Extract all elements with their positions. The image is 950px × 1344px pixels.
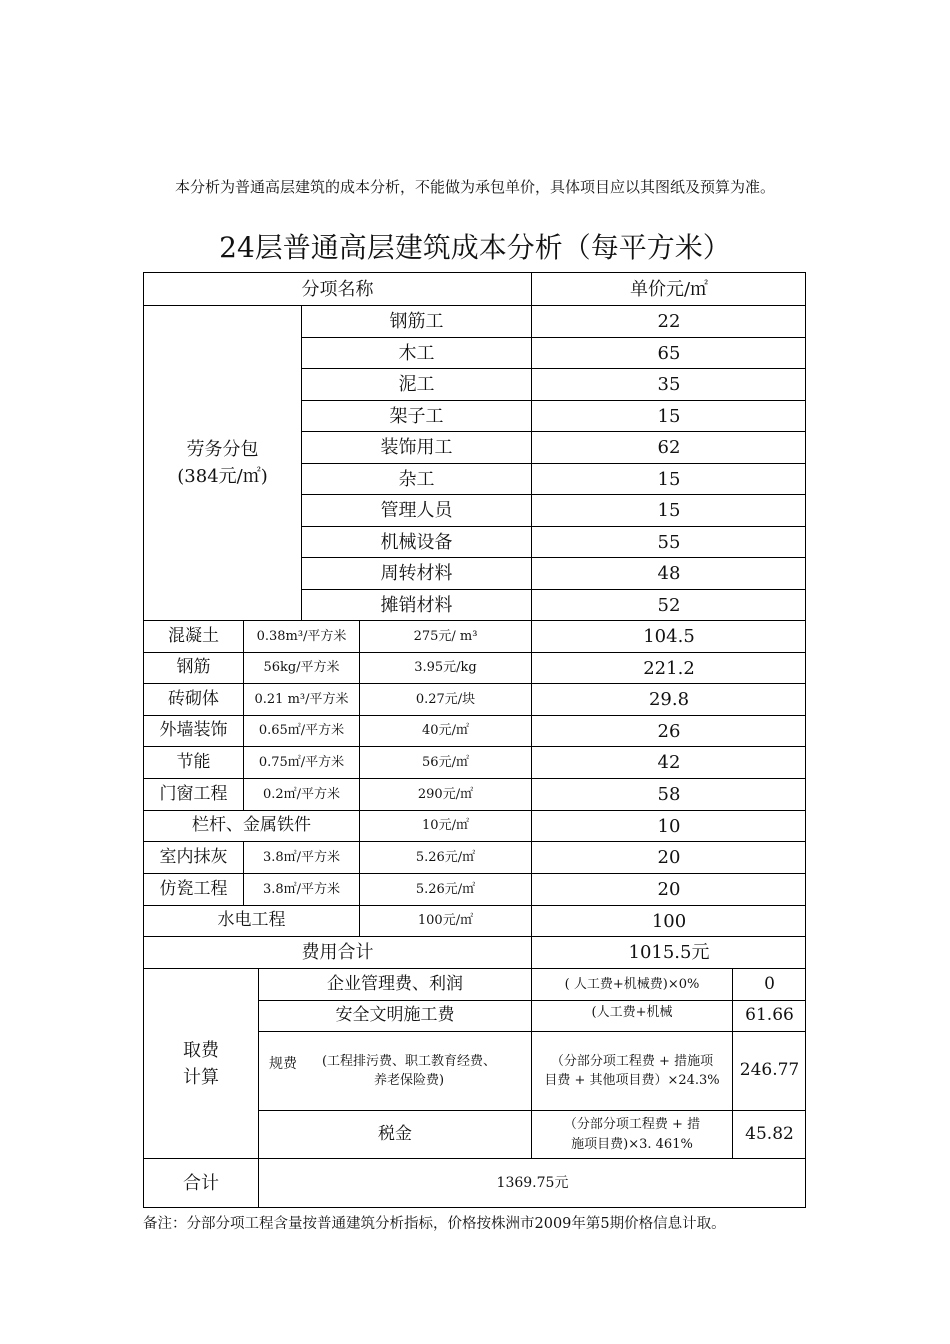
page-title: 24层普通高层建筑成本分析（每平方米） <box>219 231 731 264</box>
fee-tax-value: 45.82 <box>732 1110 806 1158</box>
material-unit-price: 40元/㎡ <box>359 715 531 746</box>
labor-item-name: 杂工 <box>301 463 531 494</box>
labor-item-name: 机械设备 <box>301 526 531 557</box>
cost-table <box>143 272 806 1208</box>
material-unit-price: 5.26元/㎡ <box>359 841 531 873</box>
fee-tax-formula-line2: 施项目费)×3. 461% <box>571 1136 693 1152</box>
fee-safety-value: 61.66 <box>732 1000 806 1031</box>
labor-item-value: 35 <box>531 368 806 400</box>
fee-regulatory-formula <box>531 1031 732 1110</box>
fee-tax-name: 税金 <box>258 1110 531 1158</box>
material-unit-price: 10元/㎡ <box>359 810 531 841</box>
labor-item-value: 55 <box>531 526 806 557</box>
labor-item-value: 22 <box>531 305 806 337</box>
labor-item-value: 65 <box>531 337 806 368</box>
fee-regulatory-label: 规费 <box>269 1055 297 1072</box>
subtotal-value: 1015.5元 <box>531 936 806 968</box>
material-quantity: 3.8㎡/平方米 <box>243 873 359 905</box>
material-quantity: 0.2㎡/平方米 <box>243 778 359 810</box>
labor-item-name: 周转材料 <box>301 557 531 589</box>
fee-mgmt-name: 企业管理费、利润 <box>258 968 531 1000</box>
material-unit-price: 3.95元/kg <box>359 652 531 683</box>
fee-regulatory-detail-line1: (工程排污费、职工教育经费、 <box>321 1053 497 1069</box>
material-quantity: 0.21 m³/平方米 <box>243 683 359 715</box>
labor-item-value: 62 <box>531 431 806 463</box>
labor-item-value: 15 <box>531 494 806 526</box>
material-name: 水电工程 <box>143 905 359 936</box>
subtotal-label: 费用合计 <box>143 936 531 968</box>
material-quantity: 56kg/平方米 <box>243 652 359 683</box>
material-quantity: 3.8㎡/平方米 <box>243 841 359 873</box>
material-quantity: 0.38m³/平方米 <box>243 620 359 652</box>
footnote: 备注：分部分项工程含量按普通建筑分析指标，价格按株洲市2009年第5期价格信息计取。 <box>143 1216 726 1232</box>
material-name: 混凝土 <box>143 620 243 652</box>
material-name: 钢筋 <box>143 652 243 683</box>
labor-item-value: 48 <box>531 557 806 589</box>
labor-item-name: 钢筋工 <box>301 305 531 337</box>
labor-item-name: 木工 <box>301 337 531 368</box>
header-unit-price: 单价元/㎡ <box>531 272 806 305</box>
material-value: 20 <box>531 841 806 873</box>
material-quantity: 0.65㎡/平方米 <box>243 715 359 746</box>
fee-regulatory-cell <box>258 1031 531 1110</box>
material-unit-price: 5.26元/㎡ <box>359 873 531 905</box>
fee-safety-formula: (人工费+机械 <box>531 1000 732 1031</box>
fee-tax-formula <box>531 1110 732 1158</box>
material-name: 节能 <box>143 746 243 778</box>
fee-group-label <box>143 968 258 1158</box>
header-item-name: 分项名称 <box>143 272 531 305</box>
labor-item-value: 15 <box>531 400 806 431</box>
material-value: 42 <box>531 746 806 778</box>
labor-item-value: 15 <box>531 463 806 494</box>
fee-regulatory-value: 246.77 <box>732 1031 806 1110</box>
fee-safety-name: 安全文明施工费 <box>258 1000 531 1031</box>
material-value: 10 <box>531 810 806 841</box>
material-name: 门窗工程 <box>143 778 243 810</box>
labor-group-total: (384元/㎡) <box>177 466 268 487</box>
labor-item-name: 泥工 <box>301 368 531 400</box>
fee-mgmt-formula: ( 人工费+机械费)×0% <box>531 968 732 1000</box>
material-name: 栏杆、金属铁件 <box>143 810 359 841</box>
material-unit-price: 100元/㎡ <box>359 905 531 936</box>
material-value: 221.2 <box>531 652 806 683</box>
fee-regulatory-detail-line2: 养老保险费) <box>373 1073 445 1088</box>
fee-regulatory-formula-line1: （分部分项工程费 + 措施项 <box>550 1053 714 1069</box>
labor-item-value: 52 <box>531 589 806 620</box>
total-label: 合计 <box>143 1158 258 1208</box>
total-value: 1369.75元 <box>258 1158 806 1208</box>
labor-item-name: 装饰用工 <box>301 431 531 463</box>
labor-group-label <box>143 305 301 620</box>
fee-regulatory-formula-line2: 目费 + 其他项目费）×24.3% <box>544 1073 720 1088</box>
labor-group-title: 劳务分包 <box>186 439 259 460</box>
labor-item-name: 管理人员 <box>301 494 531 526</box>
material-quantity: 0.75㎡/平方米 <box>243 746 359 778</box>
fee-group-line2: 计算 <box>183 1066 219 1088</box>
material-name: 砖砌体 <box>143 683 243 715</box>
material-value: 100 <box>531 905 806 936</box>
material-value: 104.5 <box>531 620 806 652</box>
material-value: 20 <box>531 873 806 905</box>
material-unit-price: 0.27元/块 <box>359 683 531 715</box>
fee-tax-formula-line1: （分部分项工程费 + 措 <box>563 1117 701 1132</box>
intro-text: 本分析为普通高层建筑的成本分析，不能做为承包单价，具体项目应以其图纸及预算为准。 <box>174 178 775 196</box>
labor-item-name: 架子工 <box>301 400 531 431</box>
fee-mgmt-value: 0 <box>732 968 806 1000</box>
material-unit-price: 56元/㎡ <box>359 746 531 778</box>
material-unit-price: 275元/ m³ <box>359 620 531 652</box>
material-name: 室内抹灰 <box>143 841 243 873</box>
material-name: 仿瓷工程 <box>143 873 243 905</box>
material-value: 58 <box>531 778 806 810</box>
material-unit-price: 290元/㎡ <box>359 778 531 810</box>
labor-item-name: 摊销材料 <box>301 589 531 620</box>
fee-group-line1: 取费 <box>183 1039 219 1061</box>
material-value: 26 <box>531 715 806 746</box>
material-value: 29.8 <box>531 683 806 715</box>
material-name: 外墙装饰 <box>143 715 243 746</box>
